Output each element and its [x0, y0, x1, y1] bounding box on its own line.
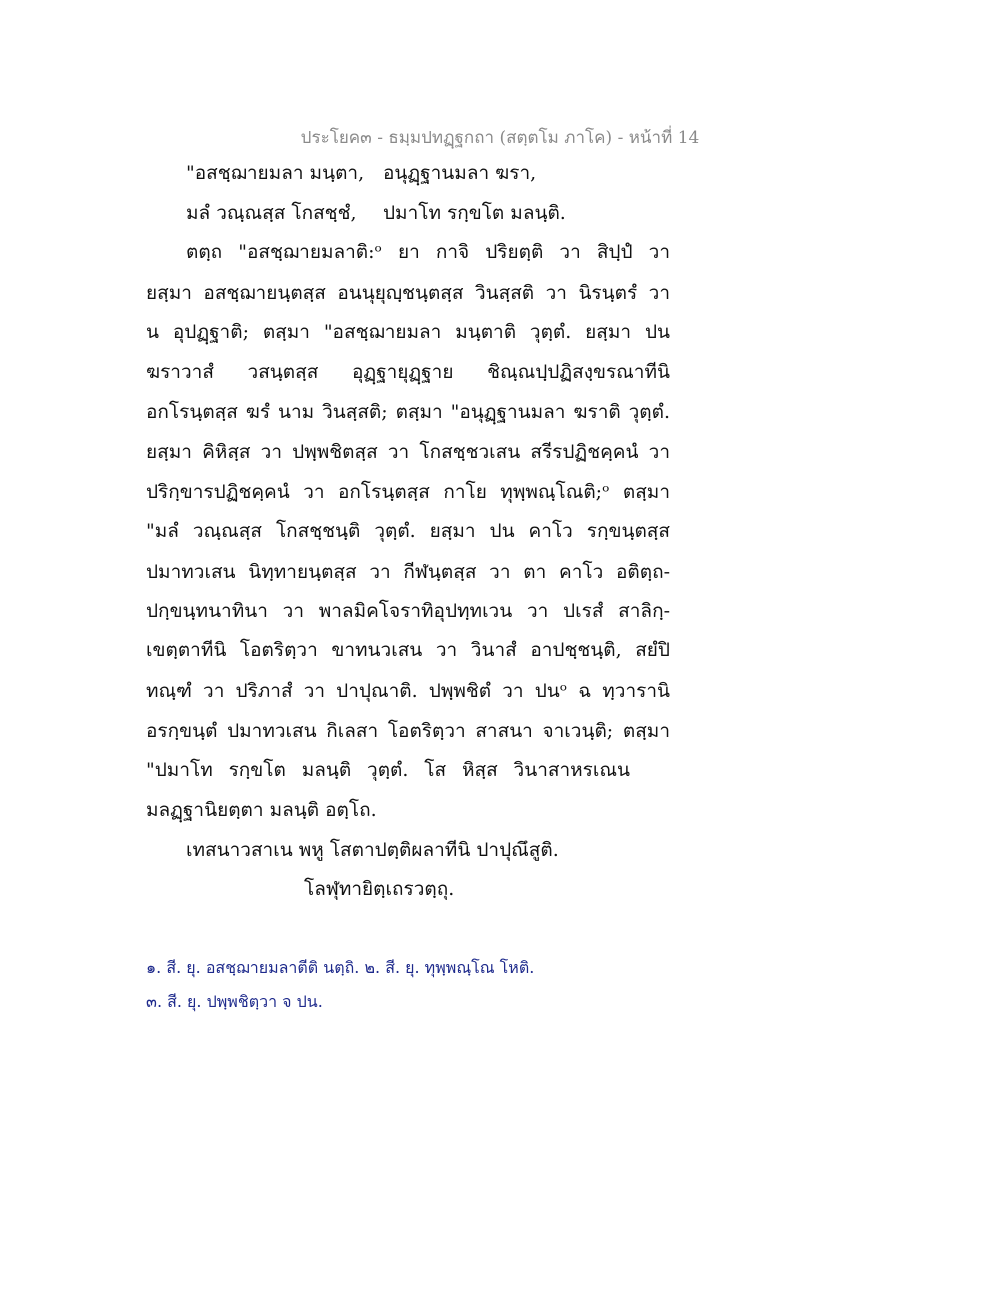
commentary-line: "มลํ วณฺณสฺส โกสชฺชนฺติ วุตฺตํ. ยสฺมา ปน คาโว รกฺขนฺตสฺส	[146, 520, 670, 542]
closing-line: เทสนาวสาเน พหู โสตาปตฺติผลาทีนิ ปาปุณึสูติ.	[186, 839, 559, 861]
commentary-line: ยสฺมา อสชฺฌายนฺตสฺส อนนุยุญฺชนฺตสฺส วินสฺสติ วา นิรนฺตรํ วา	[146, 282, 670, 304]
commentary-line: มลฏฺฐานิยตฺตา มลนฺติ อตฺโถ.	[146, 799, 377, 821]
commentary-line: ยสฺมา คิหิสฺส วา ปพฺพชิตสฺส วา โกสชฺชวเสน สรีรปฏิชคฺคนํ วา	[146, 441, 670, 463]
verse-first-half: "อสชฺฌายมลา มนฺตา,	[186, 162, 365, 184]
commentary-line: ปกฺขนฺทนาทินา วา พาลมิคโจราทิอุปทฺทเวน วา ปเรสํ สาลิกฺ-	[146, 600, 670, 622]
commentary-line: ทณฺฑํ วา ปริภาสํ วา ปาปุณาติ. ปพฺพชิตํ วา ปนᵒ ฉ ทฺวารานิ	[146, 680, 670, 702]
footnote-line: ๓. สี. ยุ. ปพฺพชิตฺวา จ ปน.	[146, 992, 323, 1011]
commentary-line: ปริกฺขารปฏิชคฺคนํ วา อกโรนฺตสฺส กาโย ทุพฺพณฺโณติ;ᵒ ตสฺมา	[146, 481, 670, 503]
footnote-line: ๑. สี. ยุ. อสชฺฌายมลาตีติ นตฺถิ. ๒. สี. ยุ. ทุพฺพณฺโณ โหติ.	[146, 958, 535, 977]
commentary-line: อกโรนฺตสฺส ฆรํ นาม วินสฺสติ; ตสฺมา "อนุฏฺฐานมลา ฆราติ วุตฺตํ.	[146, 401, 670, 423]
verse-line	[186, 200, 566, 226]
commentary-line: ฆราวาสํ วสนฺตสฺส อุฏฺฐายุฏฺฐาย ชิณฺณปฺปฏิสงฺขรณาทีนิ	[146, 361, 670, 383]
commentary-line: เขตฺตาทีนิ โอตริตฺวา ขาทนวเสน วา วินาสํ อาปชฺชนฺติ, สยํปิ	[146, 639, 670, 661]
commentary-line: "ปมาโท รกฺขโต มลนฺติ วุตฺตํ. โส หิสฺส วินาสาหรเณน	[146, 759, 630, 781]
commentary-line: อรกฺขนฺตํ ปมาทวเสน กิเลสา โอตริตฺวา สาสนา จาเวนฺติ; ตสฺมา	[146, 720, 670, 742]
commentary-line: น อุปฏฺฐาติ; ตสฺมา "อสชฺฌายมลา มนฺตาติ วุตฺตํ. ยสฺมา ปน	[146, 321, 670, 343]
verse-second-half: ปมาโท รกฺขโต มลนฺติ.	[383, 202, 566, 224]
verse-first-half: มลํ วณฺณสฺส โกสชฺชํ,	[186, 202, 357, 224]
commentary-line: ตตฺถ "อสชฺฌายมลาติ:ᵒ ยา กาจิ ปริยตฺติ วา สิปฺปํ วา	[186, 241, 670, 263]
story-end-title: โลฬุทายิตฺเถรวตฺถุ.	[304, 878, 455, 900]
verse-second-half: อนุฏฺฐานมลา ฆรา,	[383, 162, 537, 184]
commentary-line: ปมาทวเสน นิทฺทายนฺตสฺส วา กีฬนฺตสฺส วา ตา คาโว อติตฺถ-	[146, 561, 670, 583]
verse-line	[186, 160, 536, 186]
running-header: ประโยค๓ - ธมฺมปทฏฺฐกถา (สตฺตโม ภาโค) - หน้าที่ 14	[300, 128, 700, 148]
